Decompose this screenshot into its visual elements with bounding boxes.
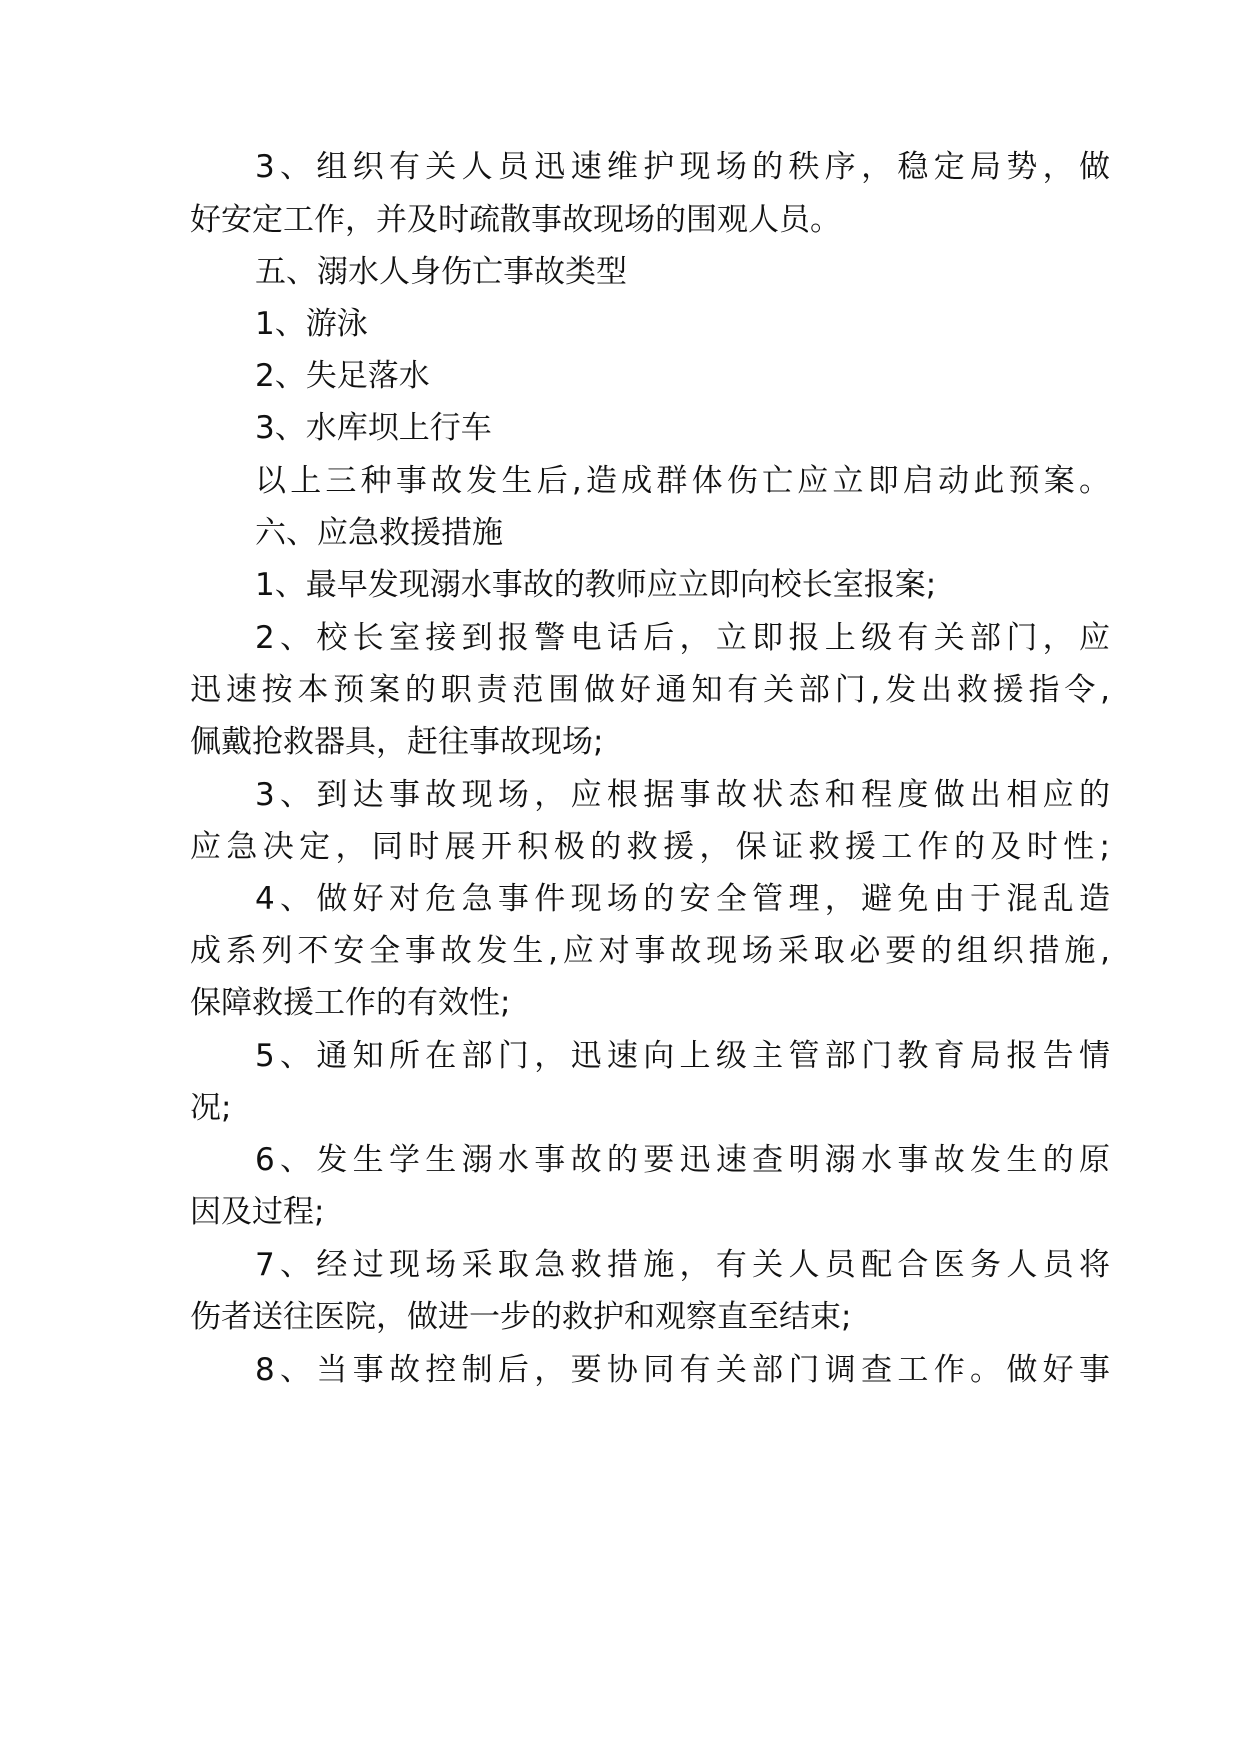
paragraph-line: 伤者送往医院，做进一步的救护和观察直至结束; — [190, 1299, 852, 1335]
paragraph-line: 4、做好对危急事件现场的安全管理，避免由于混乱造 — [255, 881, 1110, 917]
list-item: 2、失足落水 — [255, 358, 430, 394]
section-heading: 六、应急救援措施 — [255, 515, 503, 551]
paragraph-line: 5、通知所在部门，迅速向上级主管部门教育局报告情 — [255, 1038, 1110, 1074]
paragraph-line: 7、经过现场采取急救措施，有关人员配合医务人员将 — [255, 1247, 1110, 1283]
paragraph-line: 3、组织有关人员迅速维护现场的秩序，稳定局势，做 — [255, 149, 1110, 185]
paragraph-line: 好安定工作，并及时疏散事故现场的围观人员。 — [190, 202, 841, 238]
paragraph-line: 2、校长室接到报警电话后，立即报上级有关部门，应 — [255, 620, 1110, 656]
paragraph-line: 成系列不安全事故发生,应对事故现场采取必要的组织措施, — [190, 933, 1110, 969]
paragraph-line: 佩戴抢救器具，赶往事故现场; — [190, 724, 604, 760]
paragraph-line: 因及过程; — [190, 1194, 325, 1230]
paragraph-line: 以上三种事故发生后,造成群体伤亡应立即启动此预案。 — [255, 463, 1110, 499]
paragraph-line: 迅速按本预案的职责范围做好通知有关部门,发出救援指令, — [190, 672, 1110, 708]
paragraph-line: 应急决定，同时展开积极的救援，保证救援工作的及时性; — [190, 829, 1110, 865]
paragraph-line: 3、到达事故现场，应根据事故状态和程度做出相应的 — [255, 777, 1110, 813]
paragraph-line: 保障救援工作的有效性; — [190, 985, 511, 1021]
list-item: 1、游泳 — [255, 306, 368, 342]
paragraph-line: 6、发生学生溺水事故的要迅速查明溺水事故发生的原 — [255, 1142, 1110, 1178]
paragraph-line: 况; — [190, 1090, 232, 1126]
list-item: 3、水库坝上行车 — [255, 410, 492, 446]
list-item: 1、最早发现溺水事故的教师应立即向校长室报案; — [255, 567, 937, 603]
paragraph-line: 8、当事故控制后，要协同有关部门调查工作。做好事 — [255, 1352, 1110, 1388]
section-heading: 五、溺水人身伤亡事故类型 — [255, 254, 627, 290]
